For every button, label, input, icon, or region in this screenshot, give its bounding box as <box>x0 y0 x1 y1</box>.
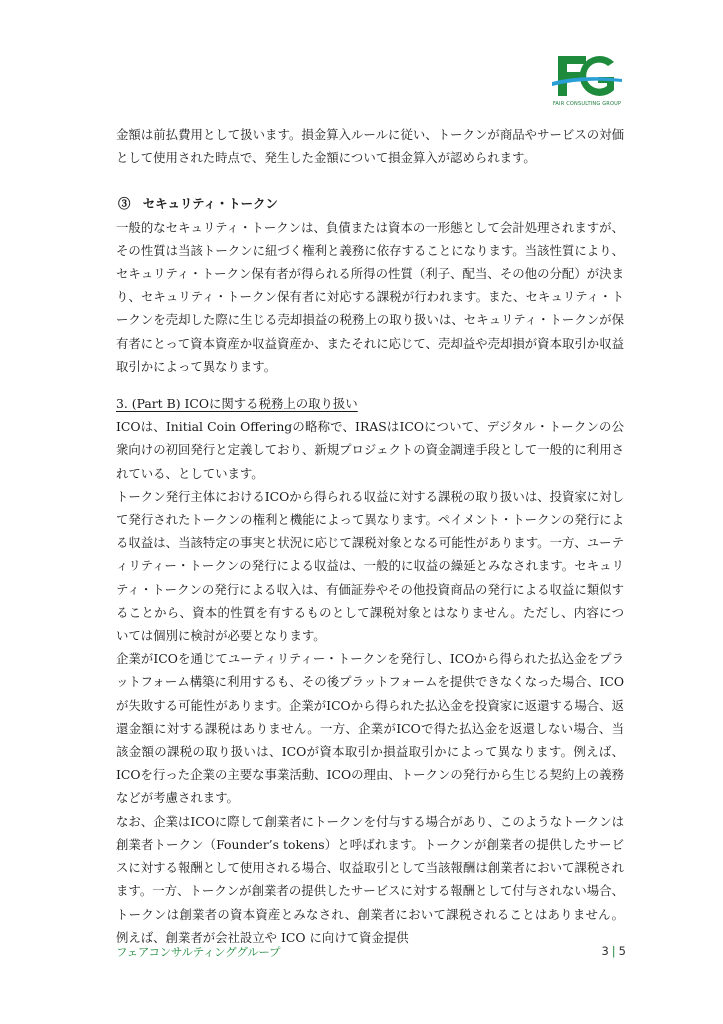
security-token-heading: ③ セキュリティ・トークン <box>118 196 278 212</box>
security-token-paragraph: 一般的なセキュリティ・トークンは、負債または資本の一形態として会計処理されますが、その性質は当該トークンに紐づく権利と義務に依存することになります。当該性質により、セキュリティ・トークン保有者が得られる所得の性質（利子、配当、その他の分配）が決まり、セキュリティ・トークン保有者に対応する課税が行われます。また、セキュリティ・トークンを売却した際に生じる売却損益の税務上の取り扱いは、セキュリティ・トークンが保有者にとって資本資産か収益資産か、またそれに応じて、売却益や売却損が資本取引か収益取引かによって異なります。 <box>116 219 624 374</box>
page-number <box>586 944 626 958</box>
section-heading: 3. (Part B) ICOに関する税務上の取り扱い <box>116 396 358 412</box>
page-total: 5 <box>618 944 626 958</box>
intro-paragraph: 金額は前払費用として扱います。損金算入ルールに従い、トークンが商品やサービスの対価として使用された時点で、発生した金額について損金算入が認められます。 <box>116 127 624 166</box>
ico-revenue-paragraph: トークン発行主体におけるICOから得られる収益に対する課税の取り扱いは、投資家に対して発行されたトークンの権利と機能によって異なります。ペイメント・トークンの発行による収益は、当該特定の事実と状況に応じて課税対象となる可能性があります。一方、ユーティリティー・トークンの発行による収益は、一般的に収益の繰延とみなされます。セキュリティ・トークンの発行による収入は、有価証券やその他投資商品の発行による収益に類似することから、資本的性質を有するものとして課税対象とはなりません。ただし、内容については個別に検討が必要となります。 <box>116 488 624 644</box>
ico-definition-paragraph: ICOは、Initial Coin Offeringの略称で、IRASはICOについて、デジタル・トークンの公衆向けの初回発行と定義しており、新規プロジェクトの資金調達手段として一般的に利用されている、としています。 <box>116 419 624 481</box>
page-current: 3 <box>601 944 609 958</box>
footer-company-name: フェアコンサルティンググループ <box>116 945 281 959</box>
page-separator: | <box>611 944 616 958</box>
founder-tokens-paragraph: なお、企業はICOに際して創業者にトークンを付与する場合があり、このようなトークンは創業者トークン（Founder’s tokens）と呼ばれます。トークンが創業者の提供したサービスに対する報酬として使用される場合、収益取引として当該報酬は創業者において課税されます。一方、トークンが創業者の提供したサービスに対する報酬として付与されない場合、トークンは創業者の資本資産とみなされ、創業者において課税されることはありません。例えば、創業者が会社設立や ICO に向けて資金提供 <box>116 813 625 945</box>
ico-failure-paragraph: 企業がICOを通じてユーティリティー・トークンを発行し、ICOから得られた払込金をプラットフォーム構築に利用するも、その後プラットフォームを提供できなくなった場合、ICOが失敗する可能性があります。企業がICOから得られた払込金を投資家に返還する場合、返還金額に対する課税はありません。一方、企業がICOで得た払込金を返還しない場合、当該金額の課税の取り扱いは、ICOが資本取引か損益取引かによって異なります。例えば、ICOを行った企業の主要な事業活動、ICOの理由、トークンの発行から生じる契約上の義務などが考慮されます。 <box>116 651 624 806</box>
document-body <box>116 123 624 949</box>
logo-caption: FAIR CONSULTING GROUP <box>552 101 622 107</box>
